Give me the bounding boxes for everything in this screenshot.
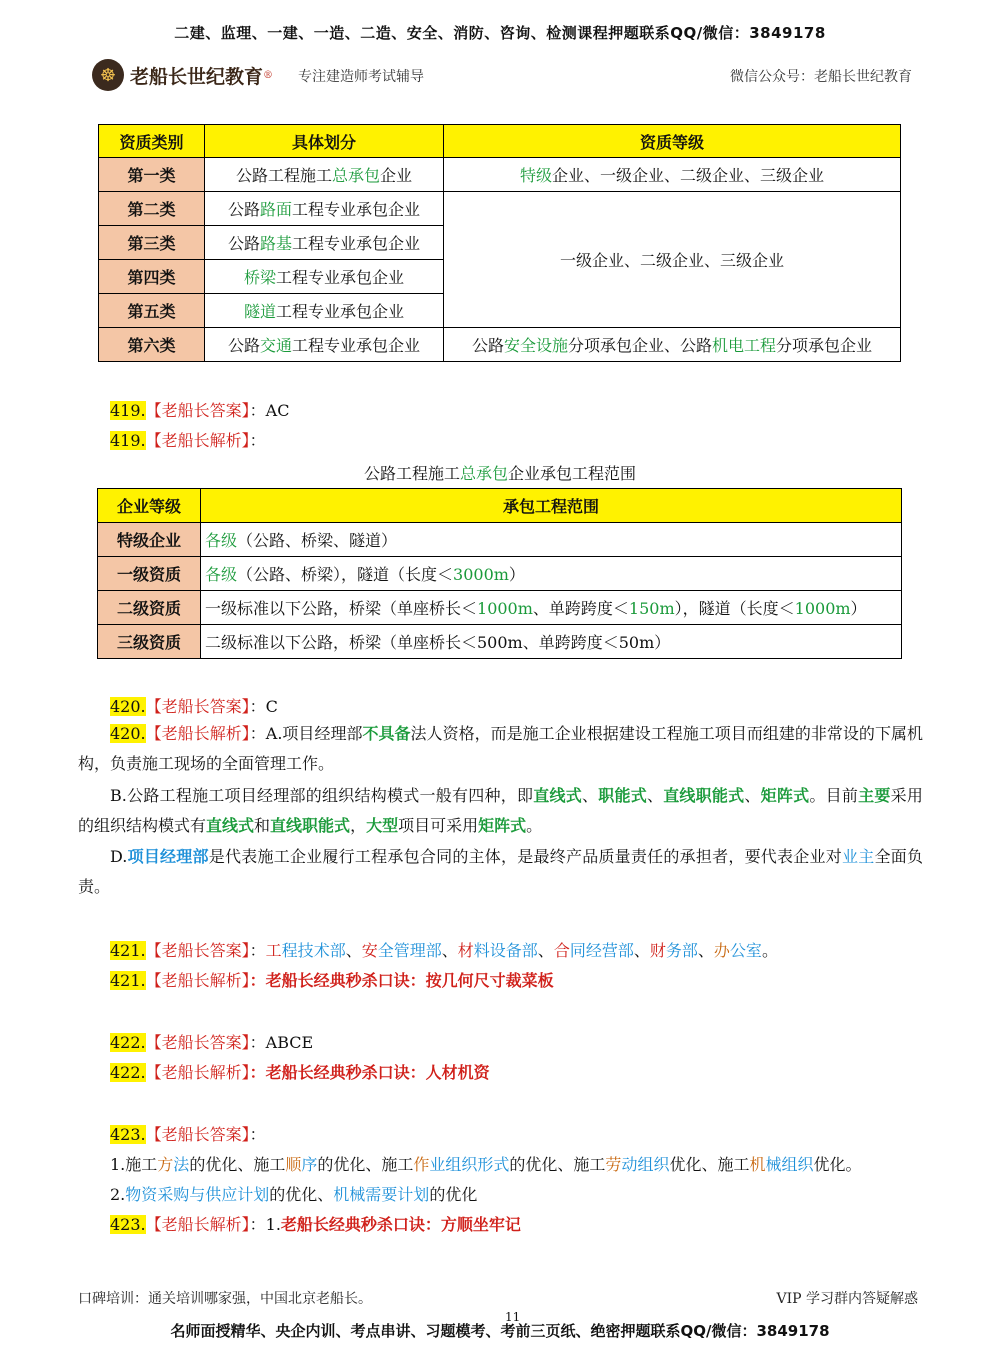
footer-left: 口碑培训：通关培训哪家强，中国北京老船长。 xyxy=(78,1291,372,1307)
bottom-banner: 名师面授精华、央企内训、考点串讲、习题模考、考前三页纸、绝密押题联系QQ/微信：3849178 xyxy=(170,1322,830,1340)
table-row xyxy=(98,625,902,659)
header-category: 资质类别 xyxy=(99,125,205,158)
logo xyxy=(92,58,273,92)
slogan: 专注建造师考试辅导 xyxy=(298,69,424,85)
registered-mark: ® xyxy=(263,69,274,81)
division-cell: 隧道工程专业承包企业 xyxy=(205,294,444,328)
category-cell: 第四类 xyxy=(99,260,205,294)
level-cell: 一级资质 xyxy=(98,557,201,591)
table-header-row xyxy=(98,489,902,523)
q422-analysis: 422.【老船长解析】：老船长经典秒杀口诀：人材机资 xyxy=(110,1063,490,1082)
table-header-row xyxy=(99,125,901,158)
scope-cell: 一级标准以下公路，桥梁（单座桥长＜1000m、单跨跨度＜150m），隧道（长度＜1000m） xyxy=(201,591,902,625)
table-row xyxy=(98,591,902,625)
top-banner: 二建、监理、一建、一造、二造、安全、消防、咨询、检测课程押题联系QQ/微信：3849178 xyxy=(174,24,826,42)
level-cell: 二级资质 xyxy=(98,591,201,625)
division-cell: 桥梁工程专业承包企业 xyxy=(205,260,444,294)
wechat-account: 微信公众号：老船长世纪教育 xyxy=(730,69,912,85)
header-grade: 资质等级 xyxy=(444,125,901,158)
q420-analysis-b: B.公路工程施工项目经理部的组织结构模式一般有四种，即直线式、职能式、直线职能式、矩阵式。目前主要采用的组织结构模式有直线式和直线职能式，大型项目可采用矩阵式。 xyxy=(78,786,923,835)
table2-caption: 公路工程施工总承包企业承包工程范围 xyxy=(363,464,637,483)
table-row xyxy=(99,158,901,192)
category-cell: 第六类 xyxy=(99,328,205,362)
table-row xyxy=(98,523,902,557)
scope-cell: 二级标准以下公路，桥梁（单座桥长＜500m、单跨跨度＜50m） xyxy=(201,625,902,659)
q421-answer: 421.【老船长答案】：工程技术部、安全管理部、材料设备部、合同经营部、财务部、办公室。 xyxy=(110,941,778,960)
q420-analysis-d: D.项目经理部是代表施工企业履行工程承包合同的主体，是最终产品质量责任的承担者，要代表企业对业主全面负责。 xyxy=(78,847,923,896)
scope-cell: 各级（公路、桥梁），隧道（长度＜3000m） xyxy=(201,557,902,591)
division-cell: 公路路面工程专业承包企业 xyxy=(205,192,444,226)
grade-cell: 特级企业、一级企业、二级企业、三级企业 xyxy=(444,158,901,192)
q422-answer: 422.【老船长答案】：ABCE xyxy=(110,1033,314,1052)
header-scope: 承包工程范围 xyxy=(201,489,902,523)
ship-wheel-icon: ☸ xyxy=(92,59,124,91)
grade-cell: 公路安全设施分项承包企业、公路机电工程分项承包企业 xyxy=(444,328,901,362)
merged-grade-cell: 一级企业、二级企业、三级企业 xyxy=(444,192,901,328)
table-row xyxy=(99,328,901,362)
table-row xyxy=(98,557,902,591)
category-cell: 第三类 xyxy=(99,226,205,260)
q419-analysis: 419.【老船长解析】： xyxy=(110,431,266,450)
q423-analysis: 423.【老船长解析】：1.老船长经典秒杀口诀：方顺坐牢记 xyxy=(110,1215,521,1234)
q423-line1: 1.施工方法的优化、施工顺序的优化、施工作业组织形式的优化、施工劳动组织优化、施工机械组织优化。 xyxy=(110,1155,862,1174)
level-cell: 特级企业 xyxy=(98,523,201,557)
q421-analysis: 421.【老船长解析】：老船长经典秒杀口诀：按几何尺寸裁菜板 xyxy=(110,971,554,990)
table-row xyxy=(99,192,901,226)
scope-table xyxy=(97,488,902,659)
q420-answer: 420.【老船长答案】：C xyxy=(110,697,278,716)
division-cell: 公路工程施工总承包企业 xyxy=(205,158,444,192)
division-cell: 公路交通工程专业承包企业 xyxy=(205,328,444,362)
level-cell: 三级资质 xyxy=(98,625,201,659)
q419-answer: 419.【老船长答案】：AC xyxy=(110,401,290,420)
category-cell: 第一类 xyxy=(99,158,205,192)
category-cell: 第五类 xyxy=(99,294,205,328)
qualification-table xyxy=(98,124,901,362)
logo-text: 老船长世纪教育 xyxy=(130,65,264,88)
header-division: 具体划分 xyxy=(205,125,444,158)
category-cell: 第二类 xyxy=(99,192,205,226)
q423-line2: 2.物资采购与供应计划的优化、机械需要计划的优化 xyxy=(110,1185,478,1204)
footer-right: VIP 学习群内答疑解惑 xyxy=(776,1291,918,1307)
scope-cell: 各级（公路、桥梁、隧道） xyxy=(201,523,902,557)
q423-answer: 423.【老船长答案】： xyxy=(110,1125,266,1144)
page-number: 11 xyxy=(505,1310,521,1324)
division-cell: 公路路基工程专业承包企业 xyxy=(205,226,444,260)
q420-analysis-a: 420.【老船长解析】：A.项目经理部不具备法人资格，而是施工企业根据建设工程施工项目而组建的非常设的下属机构，负责施工现场的全面管理工作。 xyxy=(78,724,923,773)
header-level: 企业等级 xyxy=(98,489,201,523)
